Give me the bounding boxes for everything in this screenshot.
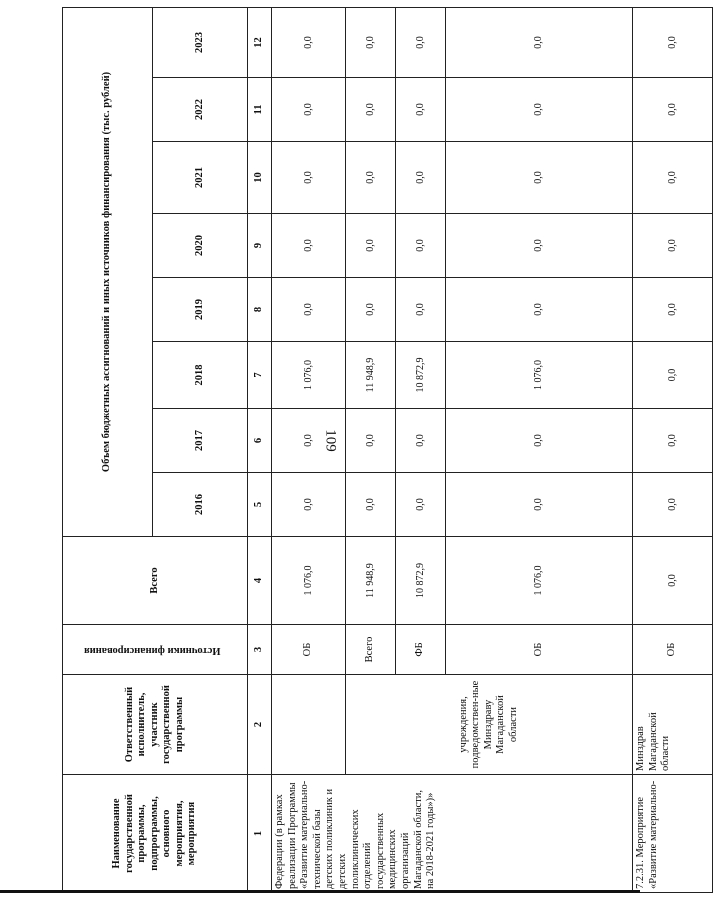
row-source: ФБ <box>396 625 446 675</box>
row-value: 10 872,9 <box>396 342 446 409</box>
header-year: 2020 <box>153 214 248 278</box>
row-value: 0,0 <box>446 78 633 142</box>
header-executor: Ответственный исполнитель, участник государственной программы <box>63 675 248 775</box>
row-total: 1 076,0 <box>272 537 346 625</box>
row-executor: учреждения, подведомствен-ные Минздраву Магаданской области <box>346 675 633 775</box>
table-row <box>633 7 713 892</box>
column-number: 5 <box>248 473 272 537</box>
column-number: 12 <box>248 7 272 77</box>
row-value: 0,0 <box>396 473 446 537</box>
row-value: 0,0 <box>346 278 396 342</box>
column-number: 4 <box>248 537 272 625</box>
row-executor <box>272 675 346 775</box>
row-value: 0,0 <box>446 142 633 214</box>
column-number-row <box>248 7 272 892</box>
row-value: 0,0 <box>446 473 633 537</box>
row-total: 1 076,0 <box>446 537 633 625</box>
column-number: 1 <box>248 775 272 893</box>
row-value: 0,0 <box>633 78 713 142</box>
column-number: 11 <box>248 78 272 142</box>
row-source: ОБ <box>272 625 346 675</box>
row-value: 0,0 <box>396 409 446 473</box>
row-value: 0,0 <box>272 142 346 214</box>
row-value: 0,0 <box>396 7 446 77</box>
row-value: 0,0 <box>633 7 713 77</box>
row-source: Всего <box>346 625 396 675</box>
row-value: 0,0 <box>446 278 633 342</box>
row-value: 0,0 <box>396 142 446 214</box>
budget-table <box>62 7 713 893</box>
header-source <box>63 625 248 675</box>
row-total: 10 872,9 <box>396 537 446 625</box>
row-value: 0,0 <box>633 409 713 473</box>
row-value: 0,0 <box>396 278 446 342</box>
row-source: ОБ <box>633 625 713 675</box>
column-number: 3 <box>248 625 272 675</box>
row-value: 0,0 <box>346 142 396 214</box>
header-year: 2021 <box>153 142 248 214</box>
header-year: 2022 <box>153 78 248 142</box>
row-value: 0,0 <box>346 409 396 473</box>
row-value: 11 948,9 <box>346 342 396 409</box>
row-value: 0,0 <box>272 473 346 537</box>
column-number: 6 <box>248 409 272 473</box>
header-total: Всего <box>63 537 248 625</box>
header-year: 2018 <box>153 342 248 409</box>
row-value: 0,0 <box>272 7 346 77</box>
page-number: 109 <box>322 429 339 452</box>
rotated-table-container <box>62 8 678 893</box>
row-value: 0,0 <box>446 409 633 473</box>
column-number: 2 <box>248 675 272 775</box>
table-row <box>346 7 396 892</box>
row-value: 0,0 <box>272 409 346 473</box>
row-value: 0,0 <box>396 78 446 142</box>
row-value: 0,0 <box>633 278 713 342</box>
row-value: 0,0 <box>346 473 396 537</box>
row-value: 0,0 <box>633 342 713 409</box>
column-number: 8 <box>248 278 272 342</box>
row-value: 0,0 <box>272 78 346 142</box>
column-number: 9 <box>248 214 272 278</box>
row-value: 0,0 <box>346 7 396 77</box>
header-year: 2023 <box>153 7 248 77</box>
row-total: 11 948,9 <box>346 537 396 625</box>
scan-bottom-edge <box>0 890 640 893</box>
row-name: 7.2.31. Мероприятие «Развитие материально- <box>633 775 713 893</box>
header-funding-group: Объем бюджетных ассигнований и иных источников финансирования (тыс. рублей) <box>63 7 153 536</box>
row-value: 0,0 <box>346 214 396 278</box>
header-year: 2016 <box>153 473 248 537</box>
row-value: 0,0 <box>633 214 713 278</box>
row-value: 1 076,0 <box>272 342 346 409</box>
row-name: Федерации (в рамках реализации Программы «Развитие материально-технической базы детских поликлиник и детских поликлинических отделений государственных медицинских организаций Магаданской области, на 2018-2021 годы»)» <box>272 775 633 893</box>
column-number: 7 <box>248 342 272 409</box>
column-number: 10 <box>248 142 272 214</box>
row-value: 0,0 <box>446 214 633 278</box>
row-value: 0,0 <box>346 78 396 142</box>
row-total: 0,0 <box>633 537 713 625</box>
row-value: 0,0 <box>633 142 713 214</box>
table-row <box>272 7 346 892</box>
row-source: ОБ <box>446 625 633 675</box>
row-value: 0,0 <box>446 7 633 77</box>
header-year: 2019 <box>153 278 248 342</box>
header-name: Наименование государственной программы, подпрограммы, основного мероприятия, мероприятия <box>63 775 248 893</box>
row-executor: Минздрав Магаданской области <box>633 675 713 775</box>
header-row-1 <box>63 7 153 892</box>
header-source-text: Источники финансирования <box>84 644 221 656</box>
row-value: 0,0 <box>396 214 446 278</box>
row-value: 1 076,0 <box>446 342 633 409</box>
row-value: 0,0 <box>272 278 346 342</box>
header-year: 2017 <box>153 409 248 473</box>
row-value: 0,0 <box>633 473 713 537</box>
row-value: 0,0 <box>272 214 346 278</box>
